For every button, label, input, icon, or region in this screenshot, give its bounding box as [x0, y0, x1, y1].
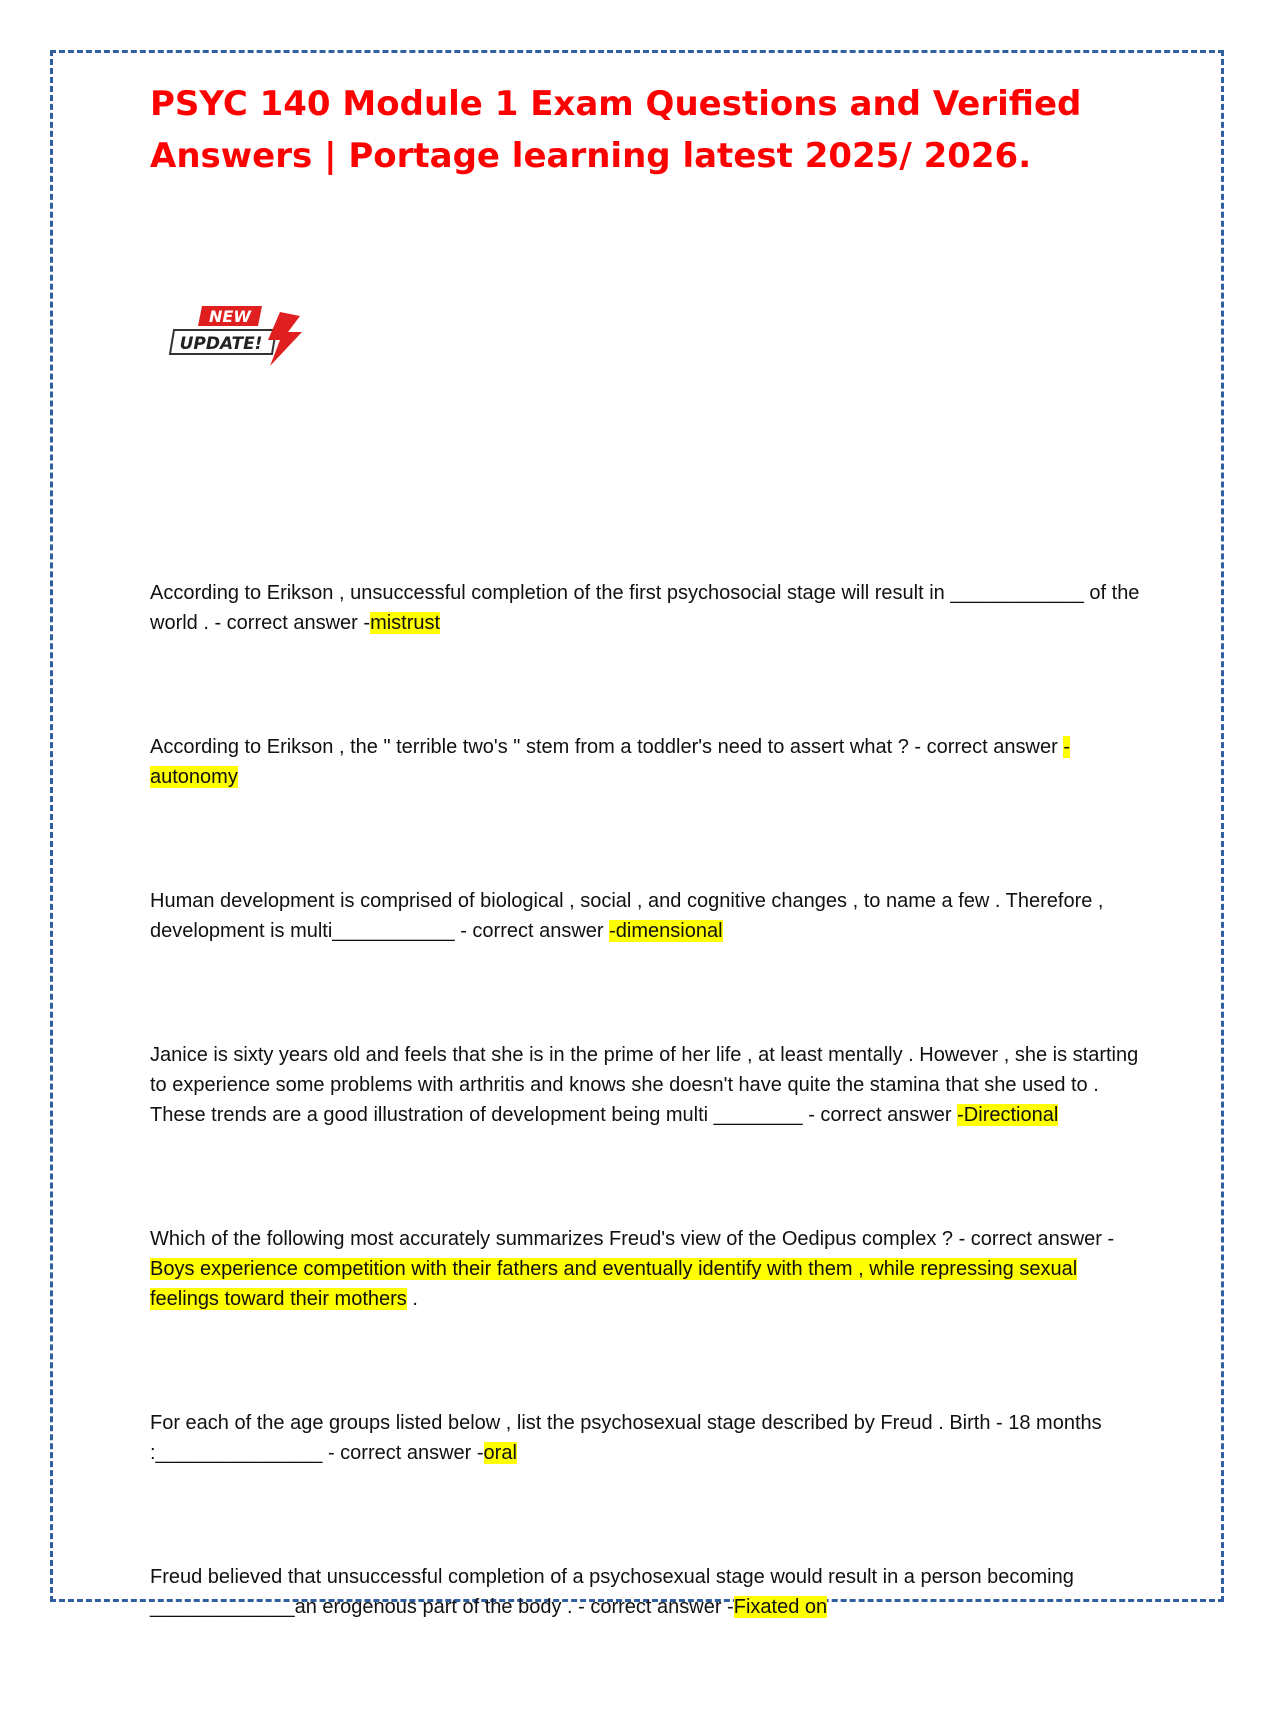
qa-item-3: [150, 886, 1140, 946]
lightning-bolt-icon: [268, 312, 302, 366]
new-update-badge: [166, 302, 306, 372]
answer-highlight: Fixated on: [733, 1596, 828, 1618]
qa-item-7: [150, 1562, 1140, 1622]
question-text: Freud believed that unsuccessful completion of a psychosexual stage would result in a person becoming _____________an erogenous part of the body . - correct answer -: [150, 1566, 1074, 1618]
answer-suffix: .: [406, 1288, 418, 1310]
question-text: For each of the age groups listed below , list the psychosexual stage described by Freud . Birth - 18 months :_______________ - correct answer -: [150, 1412, 1102, 1464]
answer-highlight: -dimensional: [609, 920, 723, 942]
question-text: Human development is comprised of biological , social , and cognitive changes , to name a few . Therefore , development is multi___________ - correct answer: [150, 890, 1104, 942]
answer-highlight: -autonomy: [150, 736, 1070, 788]
qa-item-4: [150, 1040, 1140, 1130]
question-text: Janice is sixty years old and feels that she is in the prime of her life , at least mentally . However , she is starting to experience some problems with arthritis and knows she doesn't have quite the stamina that she used to . These trends are a good illustration of development being multi ________ - correct answer: [150, 1044, 1139, 1126]
answer-highlight: -Directional: [957, 1104, 1059, 1126]
question-text: Which of the following most accurately summarizes Freud's view of the Oedipus complex ? - correct answer -: [150, 1228, 1115, 1250]
page-title: PSYC 140 Module 1 Exam Questions and Verified Answers | Portage learning latest 2025/ 2026.: [150, 84, 1082, 176]
question-text: According to Erikson , unsuccessful completion of the first psychosocial stage will result in ____________ of the world . - correct answer -: [150, 582, 1140, 634]
qa-item-1: [150, 578, 1140, 638]
badge-new-text: NEW: [209, 307, 251, 326]
answer-highlight: Boys experience competition with their fathers and eventually identify with them , while repressing sexual feelings toward their mothers: [150, 1258, 1078, 1310]
qa-list: [150, 578, 1140, 1716]
qa-item-2: [150, 732, 1140, 792]
badge-update-text: UPDATE!: [179, 334, 263, 354]
qa-item-6: [150, 1408, 1140, 1468]
answer-highlight: mistrust: [370, 612, 441, 634]
badge-update-tag: [170, 330, 276, 354]
qa-item-5: [150, 1224, 1140, 1314]
badge-new-tag: [198, 306, 262, 326]
question-text: According to Erikson , the " terrible two's " stem from a toddler's need to assert what ? - correct answer: [150, 736, 1064, 758]
answer-highlight: oral: [483, 1442, 517, 1464]
